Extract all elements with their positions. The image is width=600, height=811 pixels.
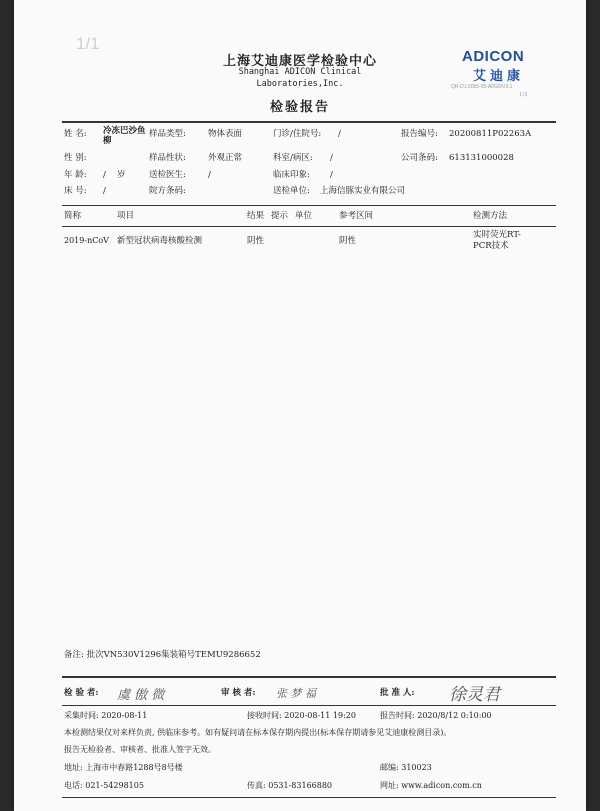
- fax: 传真: 0531-83166880: [247, 781, 333, 790]
- col-result: 结果: [247, 211, 265, 221]
- sample-type-label: 样品类型:: [149, 129, 186, 139]
- sample-state-label: 样品性状:: [149, 153, 186, 163]
- row-method-line1: 实时荧光RT-: [473, 230, 521, 240]
- age-unit: 岁: [117, 170, 126, 180]
- sender-label: 送检单位:: [273, 186, 310, 196]
- doctor-value: /: [208, 170, 211, 180]
- company-code-label: 公司条码:: [401, 153, 438, 163]
- phone: 电话: 021-54298105: [64, 781, 144, 790]
- age-value: /: [103, 170, 106, 180]
- bed-value: /: [103, 186, 106, 196]
- page-indicator: 1/1: [76, 34, 100, 53]
- table-header-divider: [62, 226, 556, 227]
- receive-time: 接收时间: 2020-08-11 19:20: [247, 711, 356, 720]
- info-divider: [62, 205, 556, 206]
- report-no-value: 20200811P02263A: [449, 129, 532, 139]
- bottom-divider: [62, 797, 556, 798]
- row-abbr: 2019-nCoV: [64, 236, 109, 245]
- report-time: 报告时间: 2020/8/12 0:10:00: [380, 711, 492, 720]
- col-ref: 参考区间: [339, 211, 374, 221]
- row-item: 新型冠状病毒核酸检测: [117, 236, 203, 246]
- logo-text-en: ADICON: [462, 48, 525, 65]
- col-item: 项目: [117, 211, 135, 221]
- sender-value: 上海信豚实业有限公司: [320, 186, 406, 196]
- approver-label: 批 准 人:: [380, 688, 415, 698]
- postcode: 邮编: 310023: [380, 763, 432, 772]
- org-name-en-line1: Shanghai ADICON Clinical: [238, 67, 362, 77]
- address: 地址: 上海市中春路1288号8号楼: [64, 763, 183, 772]
- logo-text-cn: 艾迪康: [473, 69, 525, 84]
- col-unit: 单位: [295, 211, 313, 221]
- tester-label: 检 验 者:: [64, 688, 99, 698]
- row-result: 阴性: [247, 236, 265, 246]
- name-value: 冷冻巴沙鱼柳: [103, 126, 146, 146]
- bed-label: 床 号:: [64, 186, 87, 196]
- reviewer-signature: 张 梦 福: [276, 687, 316, 700]
- document-code: QR-D.L5055-05-A0G0/V3.1: [451, 84, 513, 90]
- doctor-label: 送检医生:: [149, 170, 186, 180]
- dept-label: 科室/病区:: [273, 153, 313, 163]
- approver-signature: 徐灵君: [449, 685, 500, 705]
- barcode-label: 院方条码:: [149, 186, 186, 196]
- col-hint: 提示: [271, 211, 289, 221]
- age-label: 年 龄:: [64, 170, 87, 180]
- company-code-value: 613131000028: [449, 153, 514, 163]
- sample-state-value: 外观正常: [208, 153, 243, 163]
- row-ref: 阴性: [339, 236, 357, 246]
- report-no-label: 报告编号:: [401, 129, 438, 139]
- footer-divider: [62, 676, 556, 678]
- org-name-cn: 上海艾迪康医学检验中心: [222, 54, 377, 69]
- collect-time: 采集时间: 2020-08-11: [64, 711, 148, 720]
- website: 网址: www.adicon.com.cn: [380, 781, 482, 790]
- disclaimer-line1: 本检测结果仅对来样负责, 供临床参考。如有疑问请在标本保存期内提出(标本保存期请参见艾迪康检测目录)。: [64, 728, 452, 737]
- name-label: 姓 名:: [64, 129, 87, 139]
- row-method-line2: PCR技术: [473, 241, 509, 251]
- org-name-en-line2: Laboratories,Inc.: [256, 79, 344, 89]
- clinic-no-value: /: [338, 129, 341, 139]
- sample-type-value: 物体表面: [208, 129, 243, 139]
- gender-label: 性 别:: [64, 153, 87, 163]
- header-divider: [62, 121, 556, 123]
- col-abbr: 简称: [64, 211, 82, 221]
- tester-signature: 虞 傲 微: [117, 688, 165, 703]
- col-method: 检测方法: [473, 211, 508, 221]
- disclaimer-line2: 报告无检验者、审核者、批准人签字无效。: [64, 745, 216, 754]
- impression-label: 临床印象:: [273, 170, 310, 180]
- report-title: 检验报告: [269, 100, 330, 115]
- document-page: 1/1: [519, 92, 528, 98]
- clinic-no-label: 门诊/住院号:: [273, 129, 322, 139]
- dept-value: /: [330, 153, 333, 163]
- report-page: [14, 0, 586, 811]
- signature-divider: [62, 705, 556, 706]
- remark: 备注: 批次VN530V1296集装箱号TEMU9286652: [64, 650, 261, 660]
- reviewer-label: 审 核 者:: [221, 688, 256, 698]
- impression-value: /: [330, 170, 333, 180]
